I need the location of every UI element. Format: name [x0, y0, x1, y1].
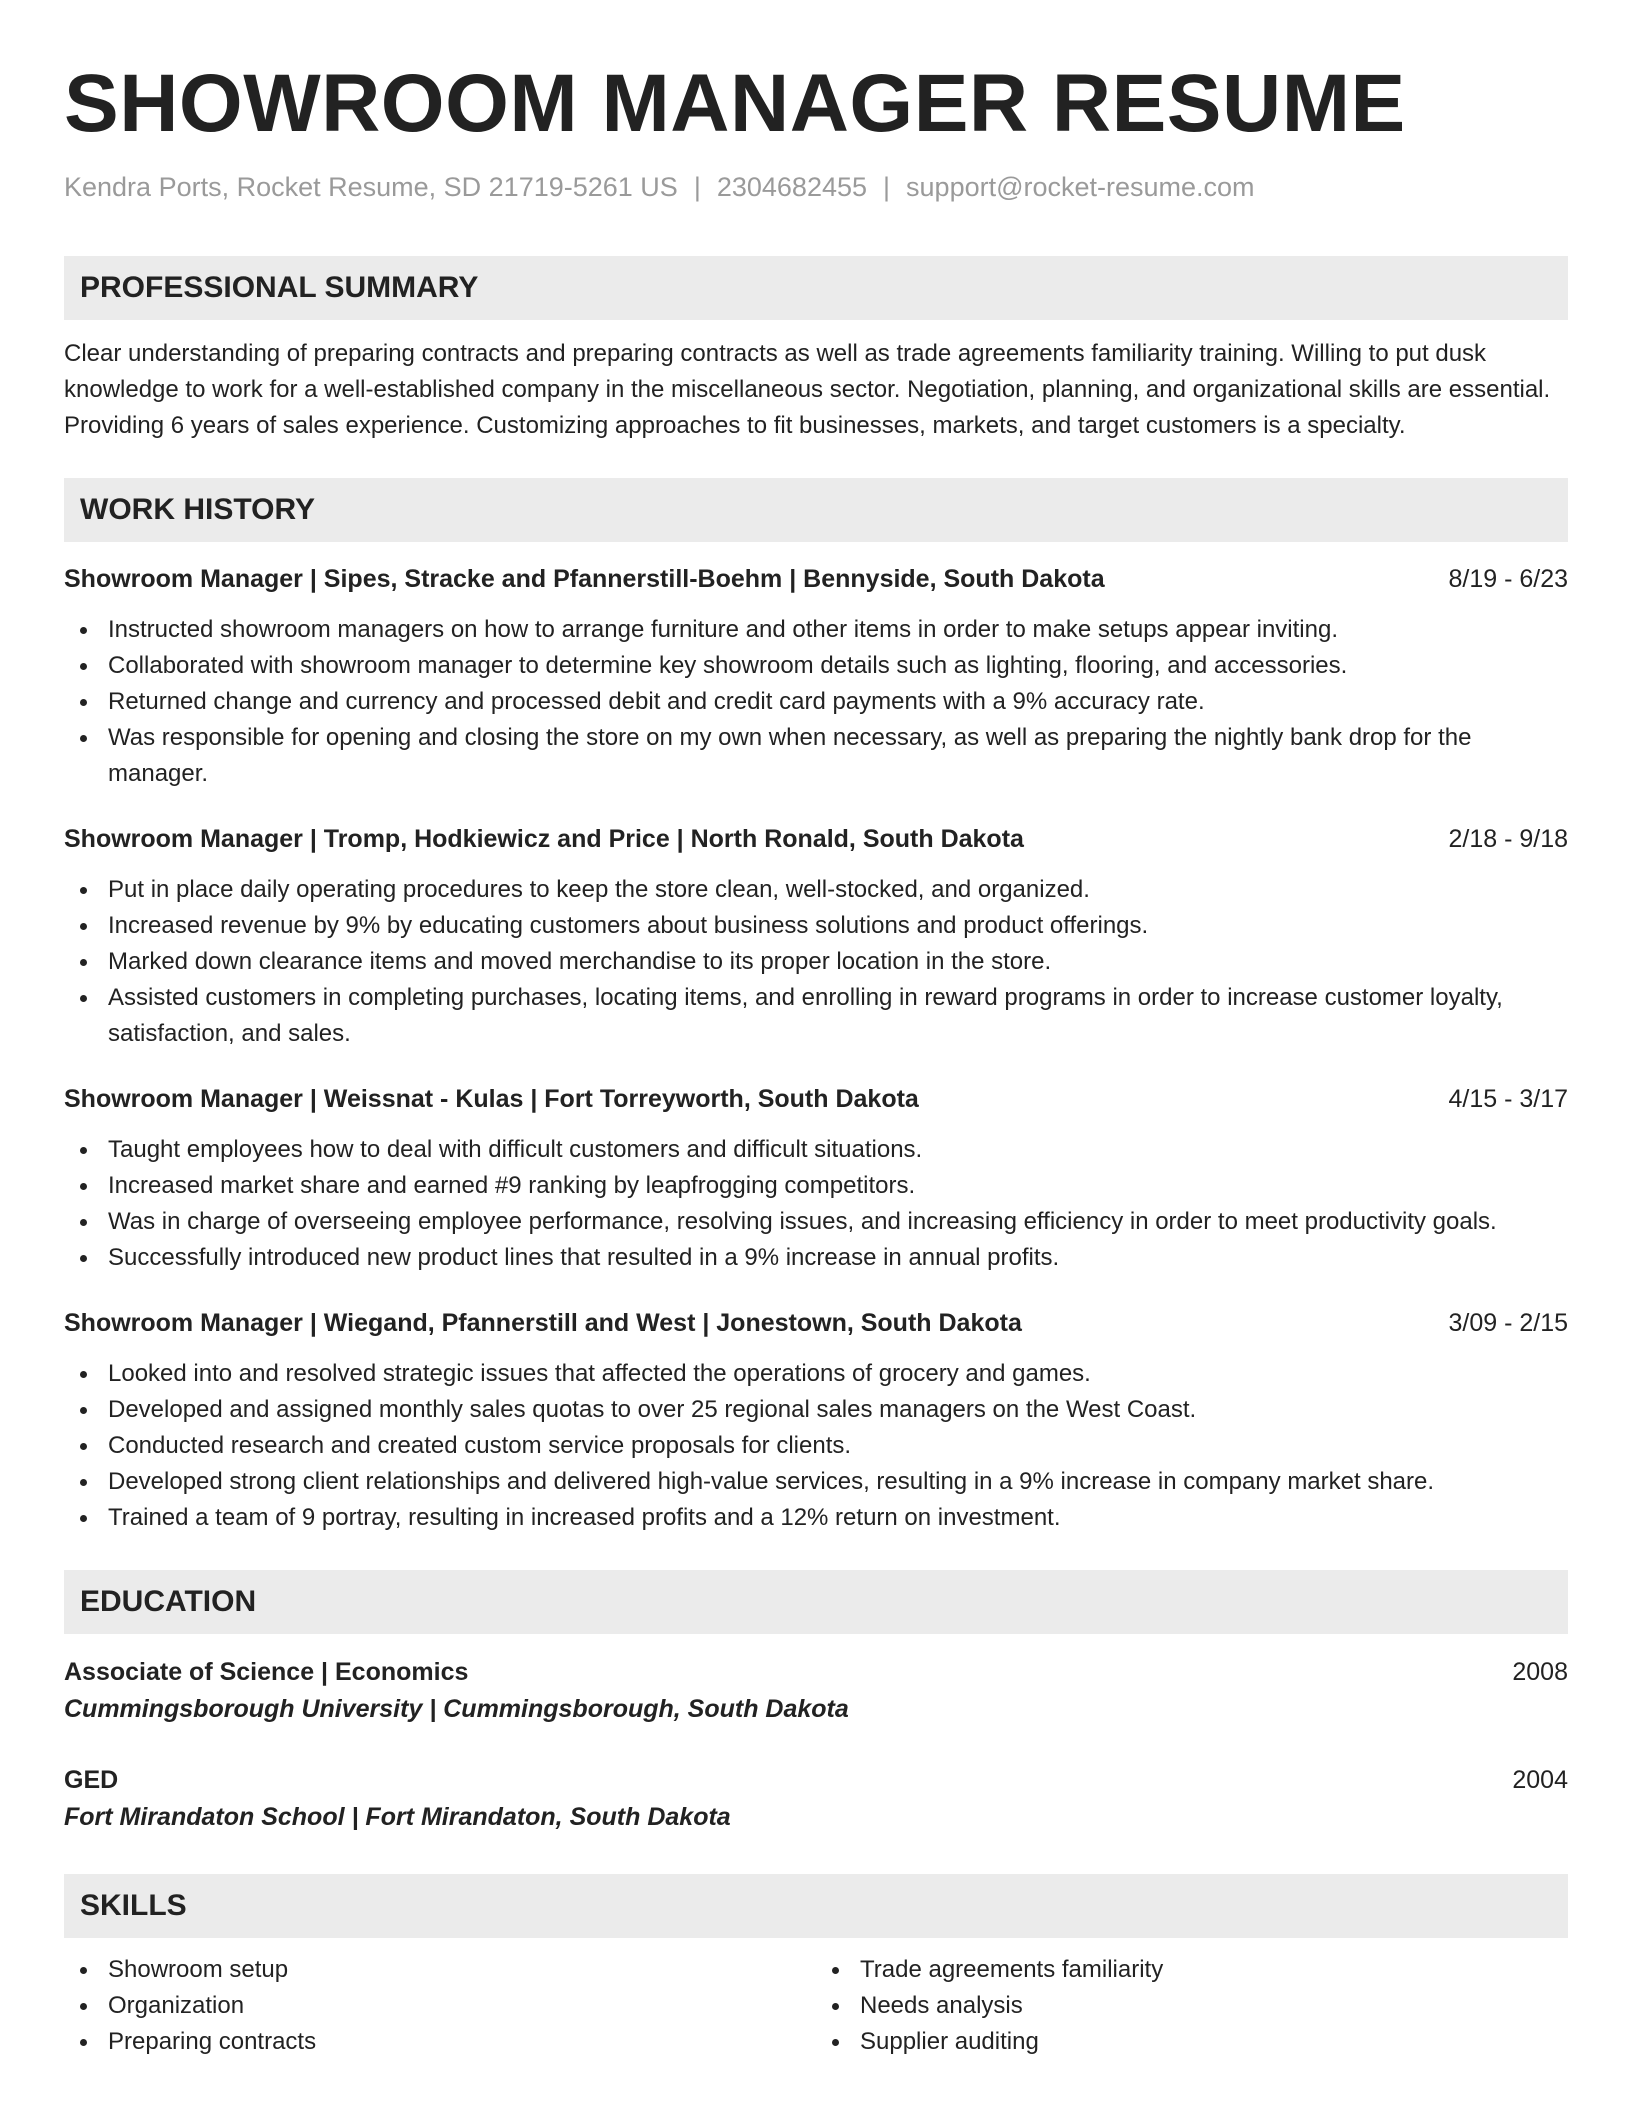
job-bullets	[64, 872, 1568, 1052]
job-bullet: Was in charge of overseeing employee performance, resolving issues, and increasing efficiency in order to meet productivity goals.	[64, 1204, 1568, 1240]
job-dates: 8/19 - 6/23	[1448, 565, 1568, 593]
education-entry	[64, 1654, 1568, 1728]
job-bullet: Increased market share and earned #9 ranking by leapfrogging competitors.	[64, 1168, 1568, 1204]
job-header	[64, 1306, 1568, 1340]
job-bullets	[64, 1356, 1568, 1536]
skill-item: Showroom setup	[64, 1952, 816, 1988]
job-heading: Showroom Manager | Sipes, Stracke and Pfannerstill-Boehm | Bennyside, South Dakota	[64, 565, 1105, 593]
job-bullet: Trained a team of 9 portray, resulting in increased profits and a 12% return on investment.	[64, 1500, 1568, 1536]
job-header	[64, 822, 1568, 856]
education-degree: GED	[64, 1766, 119, 1794]
job-entry	[64, 562, 1568, 792]
job-bullet: Taught employees how to deal with difficult customers and difficult situations.	[64, 1132, 1568, 1168]
job-dates: 4/15 - 3/17	[1448, 1085, 1568, 1113]
job-bullet: Instructed showroom managers on how to arrange furniture and other items in order to make setups appear inviting.	[64, 612, 1568, 648]
job-bullet: Collaborated with showroom manager to determine key showroom details such as lighting, flooring, and accessories.	[64, 648, 1568, 684]
job-bullet: Successfully introduced new product lines that resulted in a 9% increase in annual profits.	[64, 1240, 1568, 1276]
job-header	[64, 562, 1568, 596]
job-bullets	[64, 612, 1568, 792]
job-header	[64, 1082, 1568, 1116]
contact-email: support@rocket-resume.com	[906, 172, 1255, 202]
job-bullet: Conducted research and created custom service proposals for clients.	[64, 1428, 1568, 1464]
contact-phone: 2304682455	[716, 172, 868, 202]
education-year: 2008	[1512, 1658, 1568, 1686]
job-bullet: Marked down clearance items and moved merchandise to its proper location in the store.	[64, 944, 1568, 980]
section-header-skills: SKILLS	[64, 1874, 1568, 1938]
skill-item: Supplier auditing	[816, 2024, 1568, 2060]
education-header	[64, 1762, 1568, 1798]
job-heading: Showroom Manager | Wiegand, Pfannerstill and West | Jonestown, South Dakota	[64, 1309, 1022, 1337]
skill-item: Trade agreements familiarity	[816, 1952, 1568, 1988]
education-year: 2004	[1512, 1766, 1568, 1794]
education-school: Cummingsborough University | Cummingsborough, South Dakota	[64, 1695, 849, 1723]
skills-column-right	[816, 1952, 1568, 2060]
job-heading: Showroom Manager | Tromp, Hodkiewicz and Price | North Ronald, South Dakota	[64, 825, 1024, 853]
job-bullet: Assisted customers in completing purchases, locating items, and enrolling in reward programs in order to increase customer loyalty, satisfaction, and sales.	[64, 980, 1568, 1052]
education-entry	[64, 1762, 1568, 1836]
job-bullet: Developed strong client relationships and delivered high-value services, resulting in a 9% increase in company market share.	[64, 1464, 1568, 1500]
resume-title: SHOWROOM MANAGER RESUME	[64, 58, 1406, 149]
skill-item: Preparing contracts	[64, 2024, 816, 2060]
education-degree: Associate of Science | Economics	[64, 1658, 469, 1686]
job-bullet: Developed and assigned monthly sales quotas to over 25 regional sales managers on the West Coast.	[64, 1392, 1568, 1428]
job-bullet: Looked into and resolved strategic issues that affected the operations of grocery and games.	[64, 1356, 1568, 1392]
job-bullets	[64, 1132, 1568, 1276]
job-bullet: Put in place daily operating procedures to keep the store clean, well-stocked, and organized.	[64, 872, 1568, 908]
contact-line	[64, 170, 1568, 204]
skills-column-left	[64, 1952, 816, 2060]
summary-text: Clear understanding of preparing contracts and preparing contracts as well as trade agreements familiarity training. Willing to put dusk knowledge to work for a well-established company in the miscellaneous sector. Negotiation, planning, and organizational skills are essential. Providing 6 years of sales experience. Customizing approaches to fit businesses, markets, and target customers is a specialty.	[64, 340, 1551, 439]
job-dates: 3/09 - 2/15	[1448, 1309, 1568, 1337]
contact-separator: |	[693, 172, 701, 202]
skill-item: Organization	[64, 1988, 816, 2024]
skills-list	[64, 1952, 1568, 2060]
job-bullet: Increased revenue by 9% by educating customers about business solutions and product offerings.	[64, 908, 1568, 944]
contact-address: Kendra Ports, Rocket Resume, SD 21719-5261 US	[64, 172, 678, 202]
job-entry	[64, 1306, 1568, 1536]
section-header-summary: PROFESSIONAL SUMMARY	[64, 256, 1568, 320]
education-header	[64, 1654, 1568, 1690]
job-entry	[64, 822, 1568, 1052]
section-header-work-history: WORK HISTORY	[64, 478, 1568, 542]
contact-separator: |	[883, 172, 891, 202]
job-entry	[64, 1082, 1568, 1276]
job-heading: Showroom Manager | Weissnat - Kulas | Fort Torreyworth, South Dakota	[64, 1085, 919, 1113]
job-dates: 2/18 - 9/18	[1448, 825, 1568, 853]
education-school: Fort Mirandaton School | Fort Mirandaton, South Dakota	[64, 1803, 731, 1831]
section-header-education: EDUCATION	[64, 1570, 1568, 1634]
job-bullet: Returned change and currency and processed debit and credit card payments with a 9% accuracy rate.	[64, 684, 1568, 720]
job-bullet: Was responsible for opening and closing the store on my own when necessary, as well as preparing the nightly bank drop for the manager.	[64, 720, 1568, 792]
skill-item: Needs analysis	[816, 1988, 1568, 2024]
